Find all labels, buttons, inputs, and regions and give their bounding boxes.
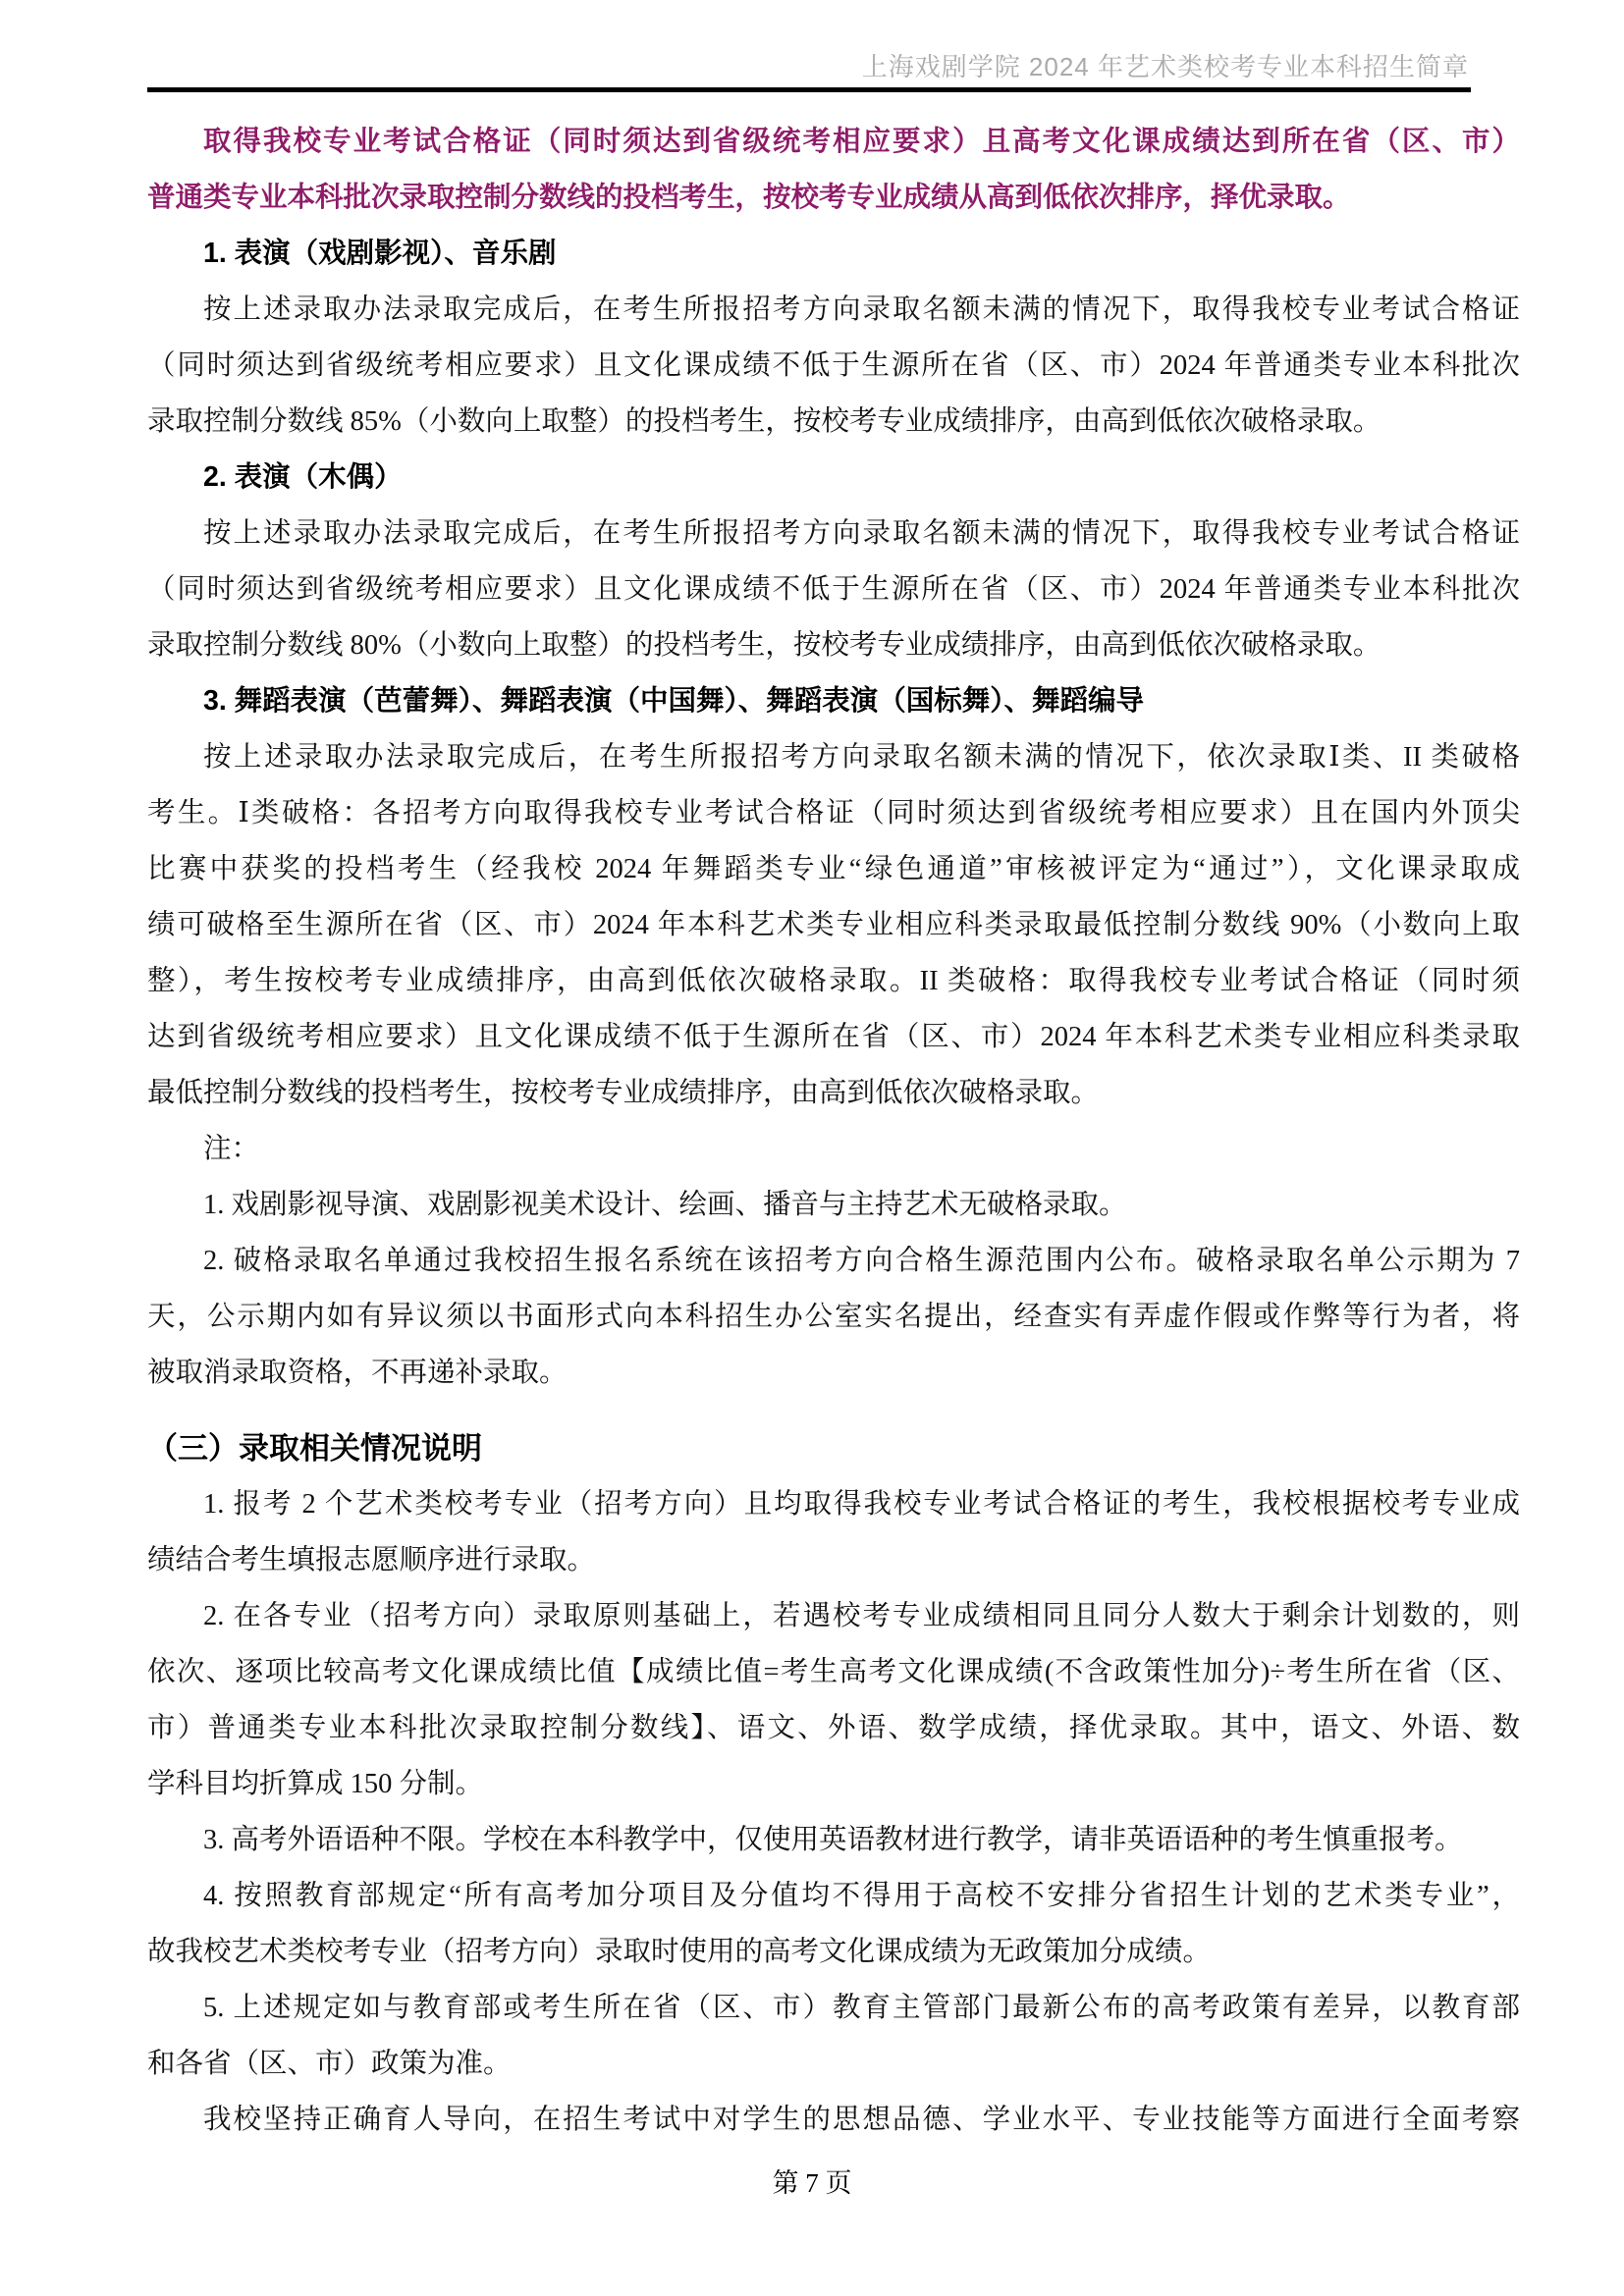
paragraph-block [147, 1233, 1520, 1401]
page-number: 第 7 页 [772, 2168, 852, 2198]
section-heading-block [147, 1420, 1520, 1476]
paragraph-line: 最低控制分数线的投档考生，按校考专业成绩排序，由高到低依次破格录取。 [147, 1078, 1100, 1108]
numbered-heading-block [147, 450, 1520, 506]
numbered-heading: 3. 舞蹈表演（芭蕾舞）、舞蹈表演（中国舞）、舞蹈表演（国标舞）、舞蹈编导 [203, 685, 1144, 717]
lead-line: 取得我校专业考试合格证（同时须达到省级统考相应要求）且高考文化课成绩达到所在省（区、市） [203, 126, 1520, 157]
paragraph-block [147, 1868, 1520, 1980]
lead-line: 普通类专业本科批次录取控制分数线的投档考生，按校考专业成绩从高到低依次排序，择优录取。 [147, 182, 1351, 213]
paragraph-line: 2. 在各专业（招考方向）录取原则基础上，若遇校考专业成绩相同且同分人数大于剩余计划数的，则 [203, 1601, 1520, 1631]
paragraph-block [147, 1812, 1520, 1868]
paragraph-line: 2. 破格录取名单通过我校招生报名系统在该招考方向合格生源范围内公布。破格录取名单公示期为 7 [203, 1246, 1520, 1276]
paragraph-line: 注： [203, 1134, 260, 1164]
paragraph-line: 和各省（区、市）政策为准。 [147, 2049, 512, 2079]
paragraph-line: 按上述录取办法录取完成后，在考生所报招考方向录取名额未满的情况下，取得我校专业考试合格证 [203, 518, 1520, 549]
section-heading: （三）录取相关情况说明 [147, 1431, 482, 1466]
paragraph-line: 考生。Ⅰ类破格：各招考方向取得我校专业考试合格证（同时须达到省级统考相应要求）且在国内外顶尖 [147, 798, 1520, 828]
paragraph-block [147, 1476, 1520, 1588]
paragraph-line: 按上述录取办法录取完成后，在考生所报招考方向录取名额未满的情况下，取得我校专业考试合格证 [203, 294, 1520, 325]
paragraph-line: 达到省级统考相应要求）且文化课成绩不低于生源所在省（区、市）2024 年本科艺术类专业相应科类录取 [147, 1022, 1520, 1052]
page-footer [0, 2156, 1624, 2212]
paragraph-block [147, 1980, 1520, 2092]
paragraph-block [147, 282, 1520, 450]
document-body [147, 114, 1520, 2148]
paragraph-line: （同时须达到省级统考相应要求）且文化课成绩不低于生源所在省（区、市）2024 年普通类专业本科批次 [147, 574, 1520, 605]
paragraph-block [147, 1121, 1520, 1177]
paragraph-block [147, 729, 1520, 1121]
numbered-heading-block [147, 226, 1520, 282]
paragraph-line: 故我校艺术类校考专业（招考方向）录取时使用的高考文化课成绩为无政策加分成绩。 [147, 1937, 1212, 1967]
paragraph-line: 绩可破格至生源所在省（区、市）2024 年本科艺术类专业相应科类录取最低控制分数线 90%（小数向上取 [147, 910, 1520, 940]
paragraph-line: 1. 戏剧影视导演、戏剧影视美术设计、绘画、播音与主持艺术无破格录取。 [203, 1190, 1127, 1220]
paragraph-line: 3. 高考外语语种不限。学校在本科教学中，仅使用英语教材进行教学，请非英语语种的考生慎重报考。 [203, 1825, 1463, 1855]
paragraph-line: 我校坚持正确育人导向，在招生考试中对学生的思想品德、学业水平、专业技能等方面进行全面考察 [203, 2105, 1520, 2135]
numbered-heading: 2. 表演（木偶） [203, 461, 403, 493]
paragraph-line: 录取控制分数线 85%（小数向上取整）的投档考生，按校考专业成绩排序，由高到低依次破格录取。 [147, 406, 1381, 437]
paragraph-line: 比赛中获奖的投档考生（经我校 2024 年舞蹈类专业“绿色通道”审核被评定为“通过”），文化课录取成 [147, 854, 1520, 884]
paragraph-line: 4. 按照教育部规定“所有高考加分项目及分值均不得用于高校不安排分省招生计划的艺术类专业”， [203, 1881, 1520, 1911]
running-header: 上海戏剧学院 2024 年艺术类校考专业本科招生简章 [861, 52, 1469, 81]
numbered-heading-block [147, 673, 1520, 729]
paragraph-line: 录取控制分数线 80%（小数向上取整）的投档考生，按校考专业成绩排序，由高到低依次破格录取。 [147, 630, 1381, 661]
paragraph-line: 依次、逐项比较高考文化课成绩比值【成绩比值=考生高考文化课成绩(不含政策性加分)÷考生所在省（区、 [147, 1657, 1520, 1687]
paragraph-line: 整），考生按校考专业成绩排序，由高到低依次破格录取。II 类破格：取得我校专业考试合格证（同时须 [147, 966, 1520, 996]
lead-paragraph [147, 114, 1520, 226]
paragraph-line: 绩结合考生填报志愿顺序进行录取。 [147, 1545, 596, 1575]
paragraph-line: 1. 报考 2 个艺术类校考专业（招考方向）且均取得我校专业考试合格证的考生，我校根据校考专业成 [203, 1489, 1520, 1520]
paragraph-block [147, 1177, 1520, 1233]
paragraph-line: 天，公示期内如有异议须以书面形式向本科招生办公室实名提出，经查实有弄虚作假或作弊等行为者，将 [147, 1302, 1520, 1332]
paragraph-line: （同时须达到省级统考相应要求）且文化课成绩不低于生源所在省（区、市）2024 年普通类专业本科批次 [147, 350, 1520, 381]
header-rule [147, 87, 1471, 92]
paragraph-line: 5. 上述规定如与教育部或考生所在省（区、市）教育主管部门最新公布的高考政策有差异，以教育部 [203, 1993, 1520, 2023]
paragraph-block [147, 506, 1520, 673]
paragraph-line: 被取消录取资格，不再递补录取。 [147, 1358, 568, 1388]
paragraph-line: 学科目均折算成 150 分制。 [147, 1769, 484, 1799]
paragraph-block [147, 1588, 1520, 1812]
paragraph-block [147, 2092, 1520, 2148]
paragraph-line: 市）普通类专业本科批次录取控制分数线】、语文、外语、数学成绩，择优录取。其中，语文、外语、数 [147, 1713, 1520, 1743]
numbered-heading: 1. 表演（戏剧影视）、音乐剧 [203, 238, 557, 269]
paragraph-line: 按上述录取办法录取完成后，在考生所报招考方向录取名额未满的情况下，依次录取Ⅰ类、II 类破格 [203, 742, 1520, 773]
